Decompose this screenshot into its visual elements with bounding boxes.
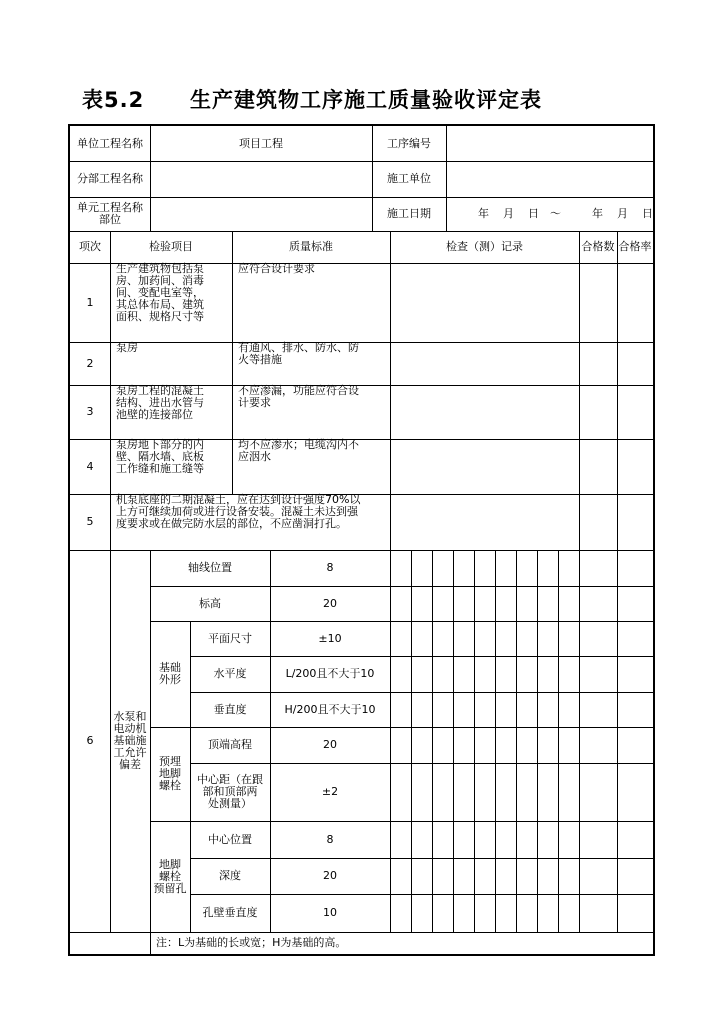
- table-note: 注：L为基础的长或宽；H为基础的高。: [156, 936, 347, 949]
- process-no-field[interactable]: [446, 126, 653, 161]
- row-1-standard: 应符合设计要求: [238, 262, 315, 275]
- col-item: 检验项目: [149, 240, 193, 253]
- table-number: 表5.2: [82, 88, 145, 112]
- row-2-item: 泵房: [116, 341, 138, 354]
- grid-line-v: [453, 550, 454, 932]
- element-project-label: 单元工程名称 部位: [77, 201, 143, 226]
- grid-line-v: [537, 550, 538, 932]
- top-elevation-value: 20: [323, 738, 337, 751]
- col-no: 项次: [79, 240, 101, 253]
- row-2-no: 2: [86, 356, 94, 370]
- hole-wall-verticality-value: 10: [323, 906, 337, 919]
- col-pass-rate: 合格率: [618, 240, 652, 253]
- hole-wall-verticality-label: 孔壁垂直度: [202, 906, 258, 919]
- hole-center-label: 中心位置: [208, 832, 252, 846]
- construction-unit-label: 施工单位: [387, 172, 431, 185]
- center-distance-label: 中心距（在跟 部和顶部两 处测量）: [197, 773, 263, 810]
- date-label: 施工日期: [387, 207, 431, 220]
- foundation-shape-label: 基础 外形: [159, 661, 181, 686]
- hole-center-value: 8: [326, 832, 334, 846]
- row-4-no: 4: [86, 459, 94, 473]
- row-6-group: 水泵和 电动机 基础施 工允许 偏差: [113, 710, 147, 771]
- center-distance-value: ±2: [321, 785, 339, 798]
- elevation-value: 20: [323, 596, 337, 610]
- row-1-no: 1: [86, 295, 94, 309]
- row-3-standard: 不应渗漏，功能应符合设 计要求: [238, 384, 359, 409]
- grid-line-v: [516, 550, 517, 932]
- row-3-item: 泵房工程的混凝土 结构、进出水管与 池壁的连接部位: [116, 384, 204, 421]
- grid-line-v: [390, 231, 391, 932]
- grid-line-v: [474, 550, 475, 932]
- unit-project-label: 单位工程名称: [77, 136, 143, 150]
- grid-line-v: [558, 550, 559, 932]
- grid-line-v: [579, 231, 580, 932]
- hole-depth-value: 20: [323, 869, 337, 882]
- grid-line-v: [617, 231, 618, 932]
- bolt-hole-label: 地脚 螺栓 预留孔: [153, 857, 187, 895]
- verticality-value: H/200且不大于10: [284, 702, 376, 716]
- page-title: 生产建筑物工序施工质量验收评定表: [190, 88, 542, 112]
- sub-project-label: 分部工程名称: [77, 172, 143, 185]
- col-pass-count: 合格数: [581, 240, 615, 253]
- axis-label: 轴线位置: [188, 561, 232, 574]
- row-6-no: 6: [86, 734, 94, 747]
- axis-value: 8: [326, 561, 334, 574]
- col-record: 检查（测）记录: [446, 240, 523, 253]
- grid-line-v: [411, 550, 412, 932]
- construction-unit-field[interactable]: [446, 161, 653, 197]
- col-standard: 质量标准: [289, 240, 333, 253]
- row-5-text: 机泵底座的二期混凝土，应在达到设计强度70%以 上方可继续加荷或进行设备安装。混凝土未达到强 度要求或在做完防水层的部位，不应凿洞打孔。: [116, 493, 361, 530]
- process-no-label: 工序编号: [387, 136, 431, 150]
- hole-depth-label: 深度: [219, 869, 241, 882]
- sub-project-field[interactable]: [150, 161, 372, 197]
- plane-size-label: 平面尺寸: [208, 631, 252, 645]
- elevation-label: 标高: [199, 596, 221, 610]
- date-field[interactable]: 年 月 日 ～ 年 月 日: [478, 207, 653, 220]
- row-4-item: 泵房地下部分的内 壁、隔水墙、底板 工作缝和施工缝等: [116, 438, 204, 475]
- unit-project-value[interactable]: 项目工程: [239, 136, 283, 150]
- embedded-bolt-label: 预埋 地脚 螺栓: [159, 755, 181, 792]
- grid-line-v: [432, 550, 433, 932]
- verticality-label: 垂直度: [213, 702, 247, 716]
- row-2-standard: 有通风、排水、防水、防 火等措施: [238, 341, 359, 366]
- row-4-standard: 均不应渗水；电缆沟内不 应洇水: [238, 438, 359, 463]
- levelness-label: 水平度: [213, 667, 247, 680]
- evaluation-form: [68, 124, 655, 956]
- plane-size-value: ±10: [318, 631, 342, 645]
- row-5-no: 5: [86, 515, 94, 528]
- element-project-field[interactable]: [150, 197, 372, 231]
- top-elevation-label: 顶端高程: [208, 738, 252, 751]
- row-1-item: 生产建筑物包括泵 房、加药间、消毒 间、变配电室等， 其总体布局、建筑 面积、规格尺寸等: [116, 262, 204, 323]
- grid-line-v: [495, 550, 496, 932]
- row-3-no: 3: [86, 405, 94, 418]
- levelness-value: L/200且不大于10: [285, 667, 375, 680]
